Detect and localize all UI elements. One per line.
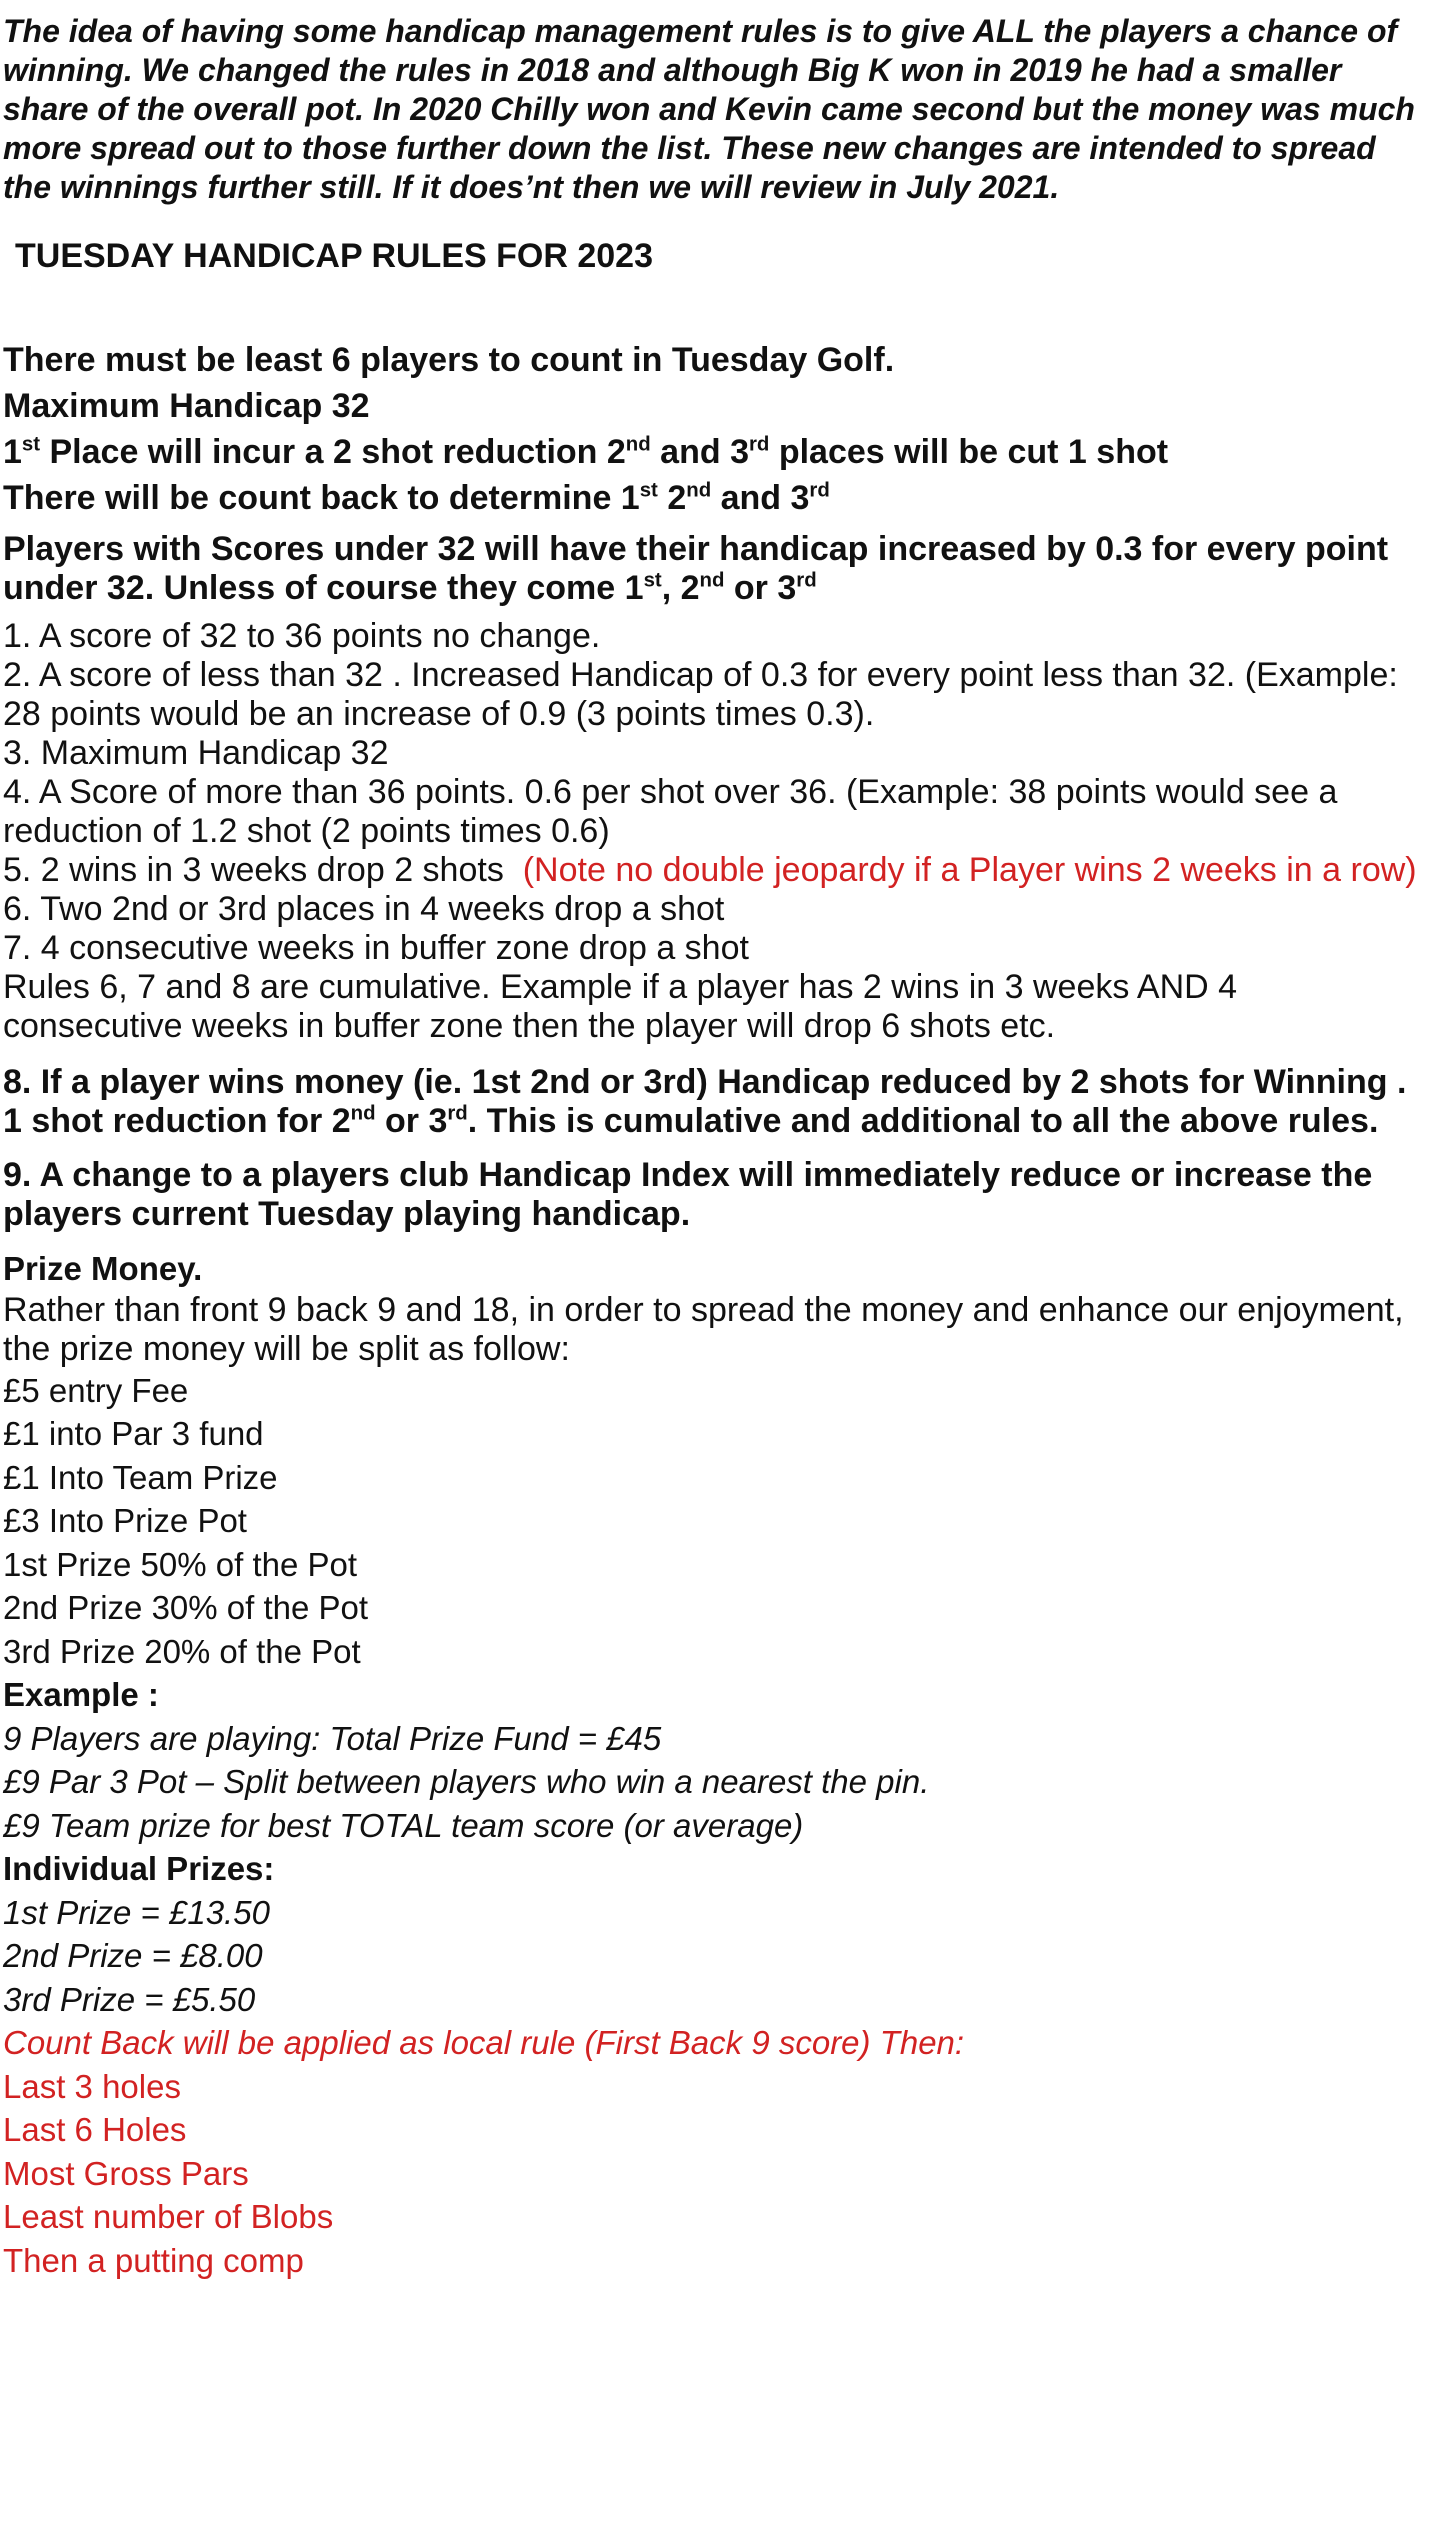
basic-rules-section	[3, 337, 1426, 608]
rule-2: 2. A score of less than 32 . Increased Handicap of 0.3 for every point less than 32. (Example: 28 points would be an increase of 0.9 (3 points times 0.3).	[3, 656, 1398, 733]
countback-item: Then a putting comp	[3, 2241, 304, 2279]
intro-paragraph: The idea of having some handicap management rules is to give ALL the players a chance of winning. We changed the rules in 2018 and although Big K won in 2019 he had a smaller share of the overall pot. In 2020 Chilly won and Kevin came second but the money was much more spread out to those further down the list. These new changes are intended to spread the winnings further still. If it does’nt then we will review in July 2021.	[3, 13, 1415, 205]
individual-prizes-title: Individual Prizes:	[3, 1850, 275, 1887]
rule-5: 5. 2 wins in 3 weeks drop 2 shots (Note no double jeopardy if a Player wins 2 weeks in a row)	[3, 851, 1417, 889]
place-reduction-line: 1st Place will incur a 2 shot reduction 2nd and 3rd places will be cut 1 shot	[3, 433, 1169, 471]
count-back-line: There will be count back to determine 1st 2nd and 3rd	[3, 479, 830, 517]
prize-item: 3rd Prize 20% of the Pot	[3, 1632, 361, 1670]
individual-prize: 3rd Prize = £5.50	[3, 1980, 256, 2018]
individual-prize: 2nd Prize = £8.00	[3, 1937, 263, 1974]
prize-item: £3 Into Prize Pot	[3, 1502, 247, 1539]
prize-item: 1st Prize 50% of the Pot	[3, 1545, 358, 1583]
under-32-line: Players with Scores under 32 will have their handicap increased by 0.3 for every point under 32. Unless of course they come 1st, 2nd or 3rd	[3, 530, 1389, 607]
rule-3: 3. Maximum Handicap 32	[3, 734, 389, 772]
rule-6: 6. Two 2nd or 3rd places in 4 weeks drop a shot	[3, 890, 725, 928]
countback-item: Last 3 holes	[3, 2067, 181, 2105]
prize-item: £1 into Par 3 fund	[3, 1415, 264, 1452]
rule-7: 7. 4 consecutive weeks in buffer zone drop a shot	[3, 929, 749, 967]
example-title: Example :	[3, 1676, 159, 1713]
rule-1: 1. A score of 32 to 36 points no change.	[3, 617, 601, 655]
prize-description: Rather than front 9 back 9 and 18, in order to spread the money and enhance our enjoyment, the prize money will be split as follow:	[3, 1290, 1404, 1368]
countback-item: Last 6 Holes	[3, 2111, 187, 2148]
prize-title: Prize Money.	[3, 1250, 203, 1287]
rules-heading: TUESDAY HANDICAP RULES FOR 2023	[15, 237, 653, 275]
example-line: £9 Team prize for best TOTAL team score (or average)	[3, 1806, 804, 1844]
prize-item: 2nd Prize 30% of the Pot	[3, 1589, 369, 1626]
rule-5-note: (Note no double jeopardy if a Player wins 2 weeks in a row)	[522, 851, 1417, 889]
prize-item: £1 Into Team Prize	[3, 1458, 278, 1496]
numbered-rules-section	[3, 617, 1426, 1234]
rule-4: 4. A Score of more than 36 points. 0.6 per shot over 36. (Example: 38 points would see a reduction of 1.2 shot (2 points times 0.6)	[3, 773, 1338, 850]
rule-9: 9. A change to a players club Handicap Index will immediately reduce or increase the players current Tuesday playing handicap.	[3, 1156, 1373, 1233]
countback-item: Most Gross Pars	[3, 2154, 249, 2192]
individual-prize: 1st Prize = £13.50	[3, 1893, 270, 1931]
max-handicap-line: Maximum Handicap 32	[3, 387, 370, 425]
min-players-line: There must be least 6 players to count in Tuesday Golf.	[3, 341, 895, 379]
example-line: 9 Players are playing: Total Prize Fund = £45	[3, 1719, 662, 1757]
countback-title: Count Back will be applied as local rule (First Back 9 score) Then:	[3, 2024, 965, 2061]
example-line: £9 Par 3 Pot – Split between players who win a nearest the pin.	[3, 1763, 930, 1800]
prize-money-section	[3, 1247, 1426, 2282]
cumulative-note: Rules 6, 7 and 8 are cumulative. Example if a player has 2 wins in 3 weeks AND 4 consecutive weeks in buffer zone then the player will drop 6 shots etc.	[3, 968, 1238, 1045]
countback-item: Least number of Blobs	[3, 2198, 334, 2235]
prize-item: £5 entry Fee	[3, 1371, 189, 1409]
rule-8: 8. If a player wins money (ie. 1st 2nd or 3rd) Handicap reduced by 2 shots for Winning . 1 shot reduction for 2nd or 3rd. This is cumulative and additional to all the above rules.	[3, 1063, 1407, 1140]
